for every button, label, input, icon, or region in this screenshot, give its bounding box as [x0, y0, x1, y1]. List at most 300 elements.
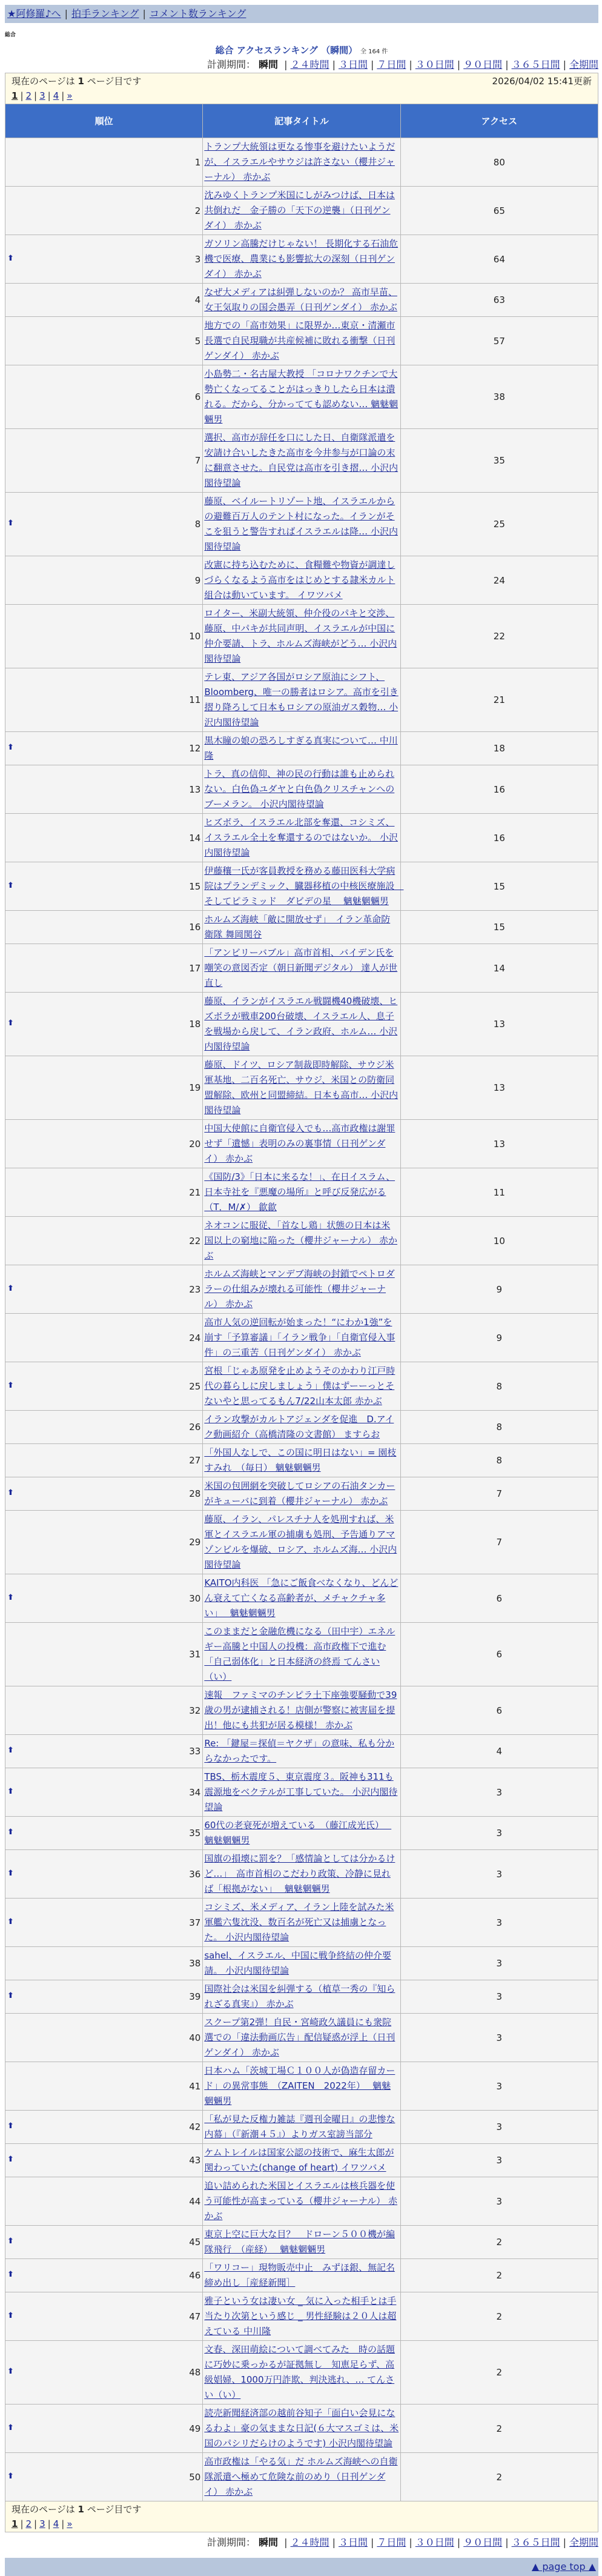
period-nav-top	[5, 57, 598, 73]
title-cell	[203, 2144, 400, 2177]
table-row	[5, 1980, 598, 2014]
rank-number: 5	[194, 335, 201, 347]
article-link[interactable]: 国旗の損壊に罰を？「感情論としては分かるけど…」 高市首相のこだわり政策、冷静に見れば「根拠がない」 魑魅魍魎男	[204, 1853, 395, 1894]
rank-cell	[5, 2405, 203, 2453]
page-link[interactable]: 3	[39, 90, 45, 101]
title-cell	[203, 1623, 400, 1686]
article-link[interactable]: スクープ第2弾！自民・宮崎政久議員にも衆院選での「違法動画広告」配信疑惑が浮上（日刊ゲンダイ） 赤かぶ	[204, 2017, 395, 2058]
rank-number: 6	[194, 391, 201, 402]
rank-number: 25	[189, 1380, 201, 1392]
up-arrow-icon: ⬆	[7, 2155, 14, 2164]
pagination	[12, 90, 592, 101]
article-link[interactable]: なぜ大メディアは糾弾しないのか？ 高市早苗、女王気取りの国会愚弄（日刊ゲンダイ） 赤かぶ	[204, 287, 397, 313]
rank-cell	[5, 284, 203, 317]
access-count: 13	[400, 1120, 598, 1168]
access-count: 3	[400, 2111, 598, 2144]
title-cell	[203, 1574, 400, 1623]
rank-number: 35	[189, 1828, 201, 1839]
separator: |	[457, 59, 461, 70]
article-link[interactable]: ヒズボラ、イスラエル北部を奪還、コシミズ、イスラエル全土を奪還するのではないか。 小沢内閣待望論	[204, 817, 398, 858]
rank-cell	[5, 2341, 203, 2405]
up-arrow-icon: ⬆	[7, 2311, 14, 2320]
access-count: 3	[400, 1768, 598, 1817]
article-link[interactable]: KAITO内科医 「急にご飯食べなくなり、どんどん衰えて亡くなる高齢者が、メチャクチャ多い」 魑魅魍魎男	[204, 1577, 399, 1619]
title-cell	[203, 2177, 400, 2226]
home-link[interactable]: ★阿修羅♪へ	[7, 8, 61, 19]
rank-cell	[5, 138, 203, 187]
rank-cell	[5, 187, 203, 235]
rank-cell	[5, 1168, 203, 1217]
article-link[interactable]: 小島勢二・名古屋大教授 「コロナワクチンで大勢亡くなってることがはっきりしたら日本は潰れる。だから、分かってても認めない… 魑魅魍魎男	[204, 368, 399, 425]
up-arrow-icon: ⬆	[7, 743, 14, 752]
up-arrow-icon: ⬆	[7, 1593, 14, 1602]
article-link[interactable]: 読売新聞経済部の越前谷知子「面白い会見になるわよ」豪の気ままな日記(６大マスゴミは、米国のパシリだらけのようです) 小沢内閣待望論	[204, 2408, 399, 2449]
table-row	[5, 1768, 598, 1817]
period-label: 計測期間：	[207, 2537, 256, 2548]
rank-cell	[5, 1362, 203, 1411]
table-row	[5, 2405, 598, 2453]
rank-cell	[5, 1056, 203, 1120]
title-cell	[203, 2259, 400, 2292]
rank-cell	[5, 556, 203, 605]
period-link[interactable]: ３６５日間	[511, 59, 560, 70]
title-cell	[203, 2111, 400, 2144]
up-arrow-icon: ⬆	[7, 1488, 14, 1497]
article-link[interactable]: 60代の老衰死が増えている （藤江成光氏） 魑魅魍魎男	[204, 1820, 392, 1846]
up-arrow-icon: ⬆	[7, 1868, 14, 1878]
article-link[interactable]: 「アンビリーバブル」高市首相、バイデン氏を嘲笑の意図否定（朝日新聞デジタル） 達人が世直し	[204, 947, 398, 988]
article-link[interactable]: 日本ハム「茨城工場Ｃ１００人が偽造存留カード」の異常事態 （ZAITEN 2022年） 魑魅魍魎男	[204, 2065, 395, 2106]
period-link[interactable]: ３０日間	[415, 59, 454, 70]
table-row	[5, 814, 598, 862]
access-count: 3	[400, 1947, 598, 1980]
access-count: 6	[400, 1623, 598, 1686]
article-link[interactable]: ガソリン高騰だけじゃない！ 長期化する石油危機で医療、農業にも影響拡大の深刻（日刊ゲンダイ） 赤かぶ	[204, 238, 399, 279]
access-count: 3	[400, 1850, 598, 1899]
title-cell	[203, 1947, 400, 1980]
article-link[interactable]: コシミズ、米メディア、イラン上陸を試みた米軍艦六隻沈没、数百名が死亡又は捕虜となった。 小沢内閣待望論	[204, 1902, 394, 1943]
page-link[interactable]: »	[67, 2518, 73, 2529]
article-link[interactable]: トラ、真の信仰、神の民の行動は誰も止められない。白色偽ユダヤと白色偽クリスチャンへのブーメラン。 小沢内閣待望論	[204, 768, 395, 810]
period-link[interactable]: ３０日間	[415, 2537, 454, 2548]
title-cell	[203, 1686, 400, 1735]
rank-cell	[5, 2259, 203, 2292]
period-label: 計測期間：	[207, 59, 256, 70]
rank-number: 30	[189, 1593, 201, 1604]
rank-number: 36	[189, 1868, 201, 1880]
table-row	[5, 1850, 598, 1899]
title-cell	[203, 1444, 400, 1477]
table-row	[5, 2292, 598, 2341]
up-arrow-icon: ⬆	[7, 1828, 14, 1837]
ranking-title: 総合 アクセスランキング （瞬間）	[215, 45, 358, 56]
table-row	[5, 1314, 598, 1362]
access-count: 35	[400, 429, 598, 493]
info-row-top	[5, 73, 598, 104]
separator: |	[370, 59, 374, 70]
table-row	[5, 1217, 598, 1265]
rank-number: 2	[194, 205, 201, 216]
article-link[interactable]: テレ東、アジア各国がロシア原油にシフト、Bloomberg、唯一の勝者はロシア。高市を引き摺り降ろして日本もロシアの原油ガス穀物… 小沢内閣待望論	[204, 671, 399, 728]
rank-cell	[5, 1574, 203, 1623]
article-link[interactable]: 改憲に持ち込むために、食糧難や物資が調達しづらくなるよう高市をはじめとする隷米カルト組合は動いています。 イワツバメ	[204, 559, 395, 601]
article-link[interactable]: 追い詰められた米国とイスラエルは核兵器を使う可能性が高まっている（櫻井ジャーナル） 赤かぶ	[204, 2180, 398, 2222]
rank-cell	[5, 1768, 203, 1817]
access-count: 6	[400, 1574, 598, 1623]
table-row	[5, 1623, 598, 1686]
title-cell	[203, 1056, 400, 1120]
period-link[interactable]: ３日間	[338, 2537, 368, 2548]
page-link[interactable]: »	[67, 90, 73, 101]
page-current: 1	[12, 2518, 18, 2529]
page-link[interactable]: 4	[53, 90, 59, 101]
rank-number: 19	[189, 1082, 201, 1093]
applause-ranking-link[interactable]: 拍手ランキング	[71, 8, 139, 19]
top-nav	[5, 5, 598, 23]
up-arrow-icon: ⬆	[7, 1746, 14, 1755]
table-row	[5, 317, 598, 365]
rank-cell	[5, 2144, 203, 2177]
table-row	[5, 1686, 598, 1735]
rank-number: 46	[189, 2270, 201, 2281]
article-link[interactable]: 黒木瞳の娘の恐ろしすぎる真実について… 中川隆	[204, 735, 398, 761]
period-nav-bottom	[5, 2535, 598, 2551]
separator: |	[563, 2537, 566, 2548]
title-cell	[203, 1217, 400, 1265]
rank-number: 40	[189, 2032, 201, 2043]
rank-number: 10	[189, 631, 201, 642]
info-cell	[5, 2501, 598, 2532]
access-count: 3	[400, 2062, 598, 2111]
access-count: 18	[400, 732, 598, 765]
article-link[interactable]: 「ワリコー」現物販売中止 みずほ銀、無記名締め出し［産経新聞］	[204, 2262, 395, 2288]
separator: |	[34, 90, 38, 101]
table-row	[5, 284, 598, 317]
period-link[interactable]: ２４時間	[290, 59, 329, 70]
rank-number: 27	[189, 1455, 201, 1466]
article-link[interactable]: 藤原、ドイツ、ロシア制裁即時解除、サウジ米軍基地、二百名死亡、サウジ、米国との防衛同盟解除、欧州と同盟締結。日本も高市… 小沢内閣待望論	[204, 1059, 399, 1116]
current-page-text	[12, 2504, 141, 2515]
access-count: 7	[400, 1477, 598, 1511]
page-link[interactable]: 3	[39, 2518, 45, 2529]
rank-number: 50	[189, 2471, 201, 2483]
rank-number: 42	[189, 2122, 201, 2132]
rank-number: 37	[189, 1917, 201, 1928]
access-count: 9	[400, 1314, 598, 1362]
access-count: 2	[400, 2341, 598, 2405]
article-link[interactable]: ネオコンに服従、「首なし鶏」状態の日本は米国以上の窮地に陥った（櫻井ジャーナル） 赤かぶ	[204, 1220, 398, 1261]
title-cell	[203, 2341, 400, 2405]
period-link[interactable]: ３日間	[338, 59, 368, 70]
access-count: 65	[400, 187, 598, 235]
page-link[interactable]: 2	[25, 2518, 32, 2529]
comment-ranking-link[interactable]: コメント数ランキング	[149, 8, 246, 19]
period-link[interactable]: ９０日間	[463, 59, 503, 70]
rank-cell	[5, 732, 203, 765]
rank-cell	[5, 1850, 203, 1899]
article-link[interactable]: 国際社会は米国を糾弾する（植草一秀の『知られざる真実』） 赤かぶ	[204, 1983, 395, 2009]
access-count: 2	[400, 2292, 598, 2341]
rank-cell	[5, 1735, 203, 1768]
access-count: 2	[400, 2405, 598, 2453]
article-link[interactable]: sahel、イスラエル、中国に戦争終結の仲介要請。 小沢内閣待望論	[204, 1950, 391, 1976]
rank-number: 21	[189, 1186, 201, 1198]
title-cell	[203, 284, 400, 317]
title-cell	[203, 944, 400, 993]
rank-number: 15	[189, 880, 201, 892]
rank-cell	[5, 2292, 203, 2341]
access-count: 57	[400, 317, 598, 365]
total-count: 全 164 件	[360, 48, 388, 55]
title-cell	[203, 1120, 400, 1168]
up-arrow-icon: ⬆	[7, 1991, 14, 2000]
info-row-bottom	[5, 2501, 598, 2532]
rank-cell	[5, 2453, 203, 2501]
article-link[interactable]: Re: 「鍵屋＝探偵＝ヤクザ」の意味、私も分からなかったです。	[204, 1738, 395, 1764]
separator: |	[284, 2537, 288, 2548]
rank-number: 17	[189, 962, 201, 974]
access-count: 9	[400, 1265, 598, 1314]
rank-number: 34	[189, 1786, 201, 1798]
title-cell	[203, 2014, 400, 2062]
up-arrow-icon: ⬆	[7, 1019, 14, 1028]
article-link[interactable]: TBS、栃木震度５、東京震度３。阪神も311も震源地をベクテルが工事していた。 小沢内閣待望論	[204, 1771, 398, 1812]
rank-cell	[5, 814, 203, 862]
table-row	[5, 1735, 598, 1768]
period-link[interactable]: ７日間	[377, 59, 406, 70]
separator: |	[370, 2537, 374, 2548]
article-link[interactable]: このままだと金融危機になる（田中宇）エネルギー高騰と中国人の投機：高市政権下で進む「自己弱体化」と日本経済の終焉 てんさい（い）	[204, 1626, 395, 1682]
ranking-table	[5, 73, 598, 2532]
ranking-title-line	[5, 44, 598, 57]
table-row	[5, 138, 598, 187]
rank-number: 14	[189, 832, 201, 844]
article-link[interactable]: トランプ大統領は更なる惨事を避けたいようだが、イスラエルやサウジは許さない（櫻井ジャーナル） 赤かぶ	[204, 141, 395, 182]
up-arrow-icon: ⬆	[7, 1380, 14, 1390]
table-row	[5, 1574, 598, 1623]
access-header: アクセス	[400, 104, 598, 138]
rank-number: 29	[189, 1537, 201, 1548]
title-cell	[203, 1980, 400, 2014]
title-cell	[203, 605, 400, 668]
rank-cell	[5, 1511, 203, 1574]
article-link[interactable]: ホルムズ海峡とマンデブ海峡の封鎖でペトロダラーの仕組みが壊れる可能性（櫻井ジャーナル） 赤かぶ	[204, 1268, 395, 1310]
article-link[interactable]: 東京上空に巨大な目？ ドローン５００機が編隊飛行 （産経） 魑魅魍魎男	[204, 2229, 395, 2255]
article-link[interactable]: 中国大使館に自衛官侵入でも…高市政権は謝罪せず「遺憾」表明のみの裏事情（日刊ゲンダイ） 赤かぶ	[204, 1123, 395, 1164]
rank-number: 13	[189, 784, 201, 795]
article-link[interactable]: 高市政権は「やる気」だ ホルムズ海峡への自衛隊派遣へ極めて危険な前のめり（日刊ゲンダイ） 赤かぶ	[204, 2456, 398, 2497]
table-row	[5, 1265, 598, 1314]
rank-cell	[5, 365, 203, 429]
period-link[interactable]: 全期間	[569, 2537, 598, 2548]
up-arrow-icon: ⬆	[7, 2423, 14, 2432]
article-link[interactable]: イラン攻撃がカルトアジェンダを促進 D.アイク動画紹介（高橋清隆の文書館） ますらお	[204, 1414, 394, 1440]
access-count: 10	[400, 1217, 598, 1265]
article-link[interactable]: ロイター、米副大統領、仲介役のパキと交渉、藤原、中パキが共同声明、イスラエルが中国に仲介要請、トラ、ホルムズ海峡がどう… 小沢内閣待望論	[204, 608, 397, 664]
article-link[interactable]: 「私が見た反権力雑誌『週刊金曜日』の悲惨な内幕」（『新潮４５』）よりガス室謗当部分	[204, 2114, 395, 2140]
rank-number: 20	[189, 1138, 201, 1150]
table-row	[5, 187, 598, 235]
table-row	[5, 493, 598, 556]
rank-number: 4	[194, 295, 201, 305]
rank-number: 48	[189, 2367, 201, 2378]
table-row	[5, 1817, 598, 1850]
table-row	[5, 1120, 598, 1168]
article-link[interactable]: 雅子という女は凄い女 _ 気に入った相手とは手当たり次第という感じ _ 男性経験は２０人は超えている 中川隆	[204, 2295, 397, 2337]
page-link[interactable]: 4	[53, 2518, 59, 2529]
rank-number: 26	[189, 1422, 201, 1433]
access-count: 14	[400, 944, 598, 993]
separator: |	[142, 8, 146, 19]
article-link[interactable]: 藤原、イランがイスラエル戦闘機40機破壊、ヒズボラが戦車200台破壊、イスラエル人、息子を戦場から戻して、イラン政府、ホルム… 小沢内閣待望論	[204, 996, 398, 1052]
info-cell	[5, 73, 598, 104]
rank-number: 43	[189, 2155, 201, 2166]
period-link[interactable]: ２４時間	[290, 2537, 329, 2548]
table-row	[5, 2177, 598, 2226]
rank-cell	[5, 1947, 203, 1980]
title-cell	[203, 1265, 400, 1314]
article-link[interactable]: 選択、高市が辞任を口にした日、自衛隊派遣を安請け合いしたきた高市を今井参与が口論の末に翻意させた。自民党は高市を引き摺… 小沢内閣待望論	[204, 432, 399, 488]
period-link[interactable]: ３６５日間	[511, 2537, 560, 2548]
up-arrow-icon: ⬆	[7, 1917, 14, 1926]
article-link[interactable]: 宮根「じゃあ原発を止めようそのかわり江戸時代の暮らしに戻しましょう」僕はずーーっとそないやと思ってるもん7/22山本太郎 赤かぶ	[204, 1365, 395, 1406]
title-cell	[203, 1899, 400, 1947]
separator: |	[20, 90, 24, 101]
period-link[interactable]: ７日間	[377, 2537, 406, 2548]
article-link[interactable]: 地方での「高市効果」に限界か…東京・清瀬市長選で自民現職が共産候補に敗れる衝撃（日刊ゲンダイ） 赤かぶ	[204, 320, 395, 361]
rank-number: 38	[189, 1958, 201, 1969]
rank-number: 3	[194, 253, 201, 265]
footer-bar	[5, 2558, 598, 2576]
rank-number: 8	[194, 519, 201, 530]
article-link[interactable]: 文春、深田萌絵について調べてみた 時の話題に巧妙に乗っかるが証拠無し 知恵足らず、高級娼婦、1000万円詐欺、判決逃れ、… てんさい（い）	[204, 2344, 395, 2400]
table-row	[5, 765, 598, 814]
rank-number: 7	[194, 455, 201, 466]
rank-cell	[5, 862, 203, 911]
rank-number: 49	[189, 2423, 201, 2434]
rank-number: 18	[189, 1019, 201, 1030]
access-count: 15	[400, 911, 598, 944]
page-link[interactable]: 2	[25, 90, 32, 101]
title-cell	[203, 2062, 400, 2111]
page-top-link[interactable]: ▲ page top ▲	[531, 2561, 596, 2572]
period-link[interactable]: 全期間	[569, 59, 598, 70]
rank-cell	[5, 1899, 203, 1947]
up-arrow-icon: ⬆	[7, 519, 14, 528]
rank-number: 9	[194, 574, 201, 586]
separator: |	[563, 59, 566, 70]
title-cell	[203, 1168, 400, 1217]
article-link[interactable]: 高市人気の逆回転が始まった！“にわか1強”を崩す「予算審議」「イラン戦争」「自衛官侵入事件」の三重苦（日刊ゲンダイ） 赤かぶ	[204, 1317, 395, 1358]
article-link[interactable]: 「外国人なしで、この国に明日はない」= 園枝すみれ （毎日） 魑魅魍魎男	[204, 1447, 397, 1473]
article-link[interactable]: 伊藤穰一氏が客員教授を務める藤田医科大学病院はプランデミック、臓器移植の中核医療施設 そしてピラミッド ダビデの星 魑魅魍魎男	[204, 865, 404, 907]
title-cell	[203, 2405, 400, 2453]
separator: |	[34, 2518, 38, 2529]
separator: |	[47, 90, 51, 101]
separator: |	[20, 2518, 24, 2529]
separator: |	[332, 2537, 336, 2548]
separator: |	[409, 2537, 412, 2548]
title-cell	[203, 993, 400, 1056]
table-row	[5, 605, 598, 668]
rank-cell	[5, 1980, 203, 2014]
table-row	[5, 1477, 598, 1511]
rank-number: 28	[189, 1488, 201, 1499]
rank-cell	[5, 944, 203, 993]
access-count: 63	[400, 284, 598, 317]
access-count: 3	[400, 1817, 598, 1850]
table-row	[5, 2453, 598, 2501]
rank-cell	[5, 1265, 203, 1314]
up-arrow-icon: ⬆	[7, 2122, 14, 2131]
rank-cell	[5, 2111, 203, 2144]
separator: |	[505, 59, 509, 70]
access-count: 13	[400, 1056, 598, 1120]
title-cell	[203, 429, 400, 493]
rank-cell	[5, 1120, 203, 1168]
table-row	[5, 668, 598, 732]
article-link[interactable]: 速報 ファミマのチンピラ土下座強要騒動で39歳の男が逮捕される！店側が警察に被害届を提出！他にも共犯が居る模様！ 赤かぶ	[204, 1689, 397, 1731]
rank-cell	[5, 911, 203, 944]
article-link[interactable]: 藤原、ベイルートリゾート地、イスラエルからの避難百万人のテント村になった。イランがそこを狙うと警告すればイスラエルは降… 小沢内閣待望論	[204, 496, 398, 552]
title-cell	[203, 1477, 400, 1511]
table-row	[5, 556, 598, 605]
title-cell	[203, 814, 400, 862]
article-link[interactable]: 沈みゆくトランプ米国にしがみつけば、日本は共倒れだ 金子勝の「天下の逆襲」（日刊ゲンダイ） 赤かぶ	[204, 190, 395, 231]
title-cell	[203, 187, 400, 235]
rank-cell	[5, 2014, 203, 2062]
rank-cell	[5, 1817, 203, 1850]
title-cell	[203, 765, 400, 814]
rank-number: 32	[189, 1705, 201, 1716]
current-page-text	[12, 76, 141, 87]
rank-number: 23	[189, 1283, 201, 1295]
page-current: 1	[12, 90, 18, 101]
current-page-suffix: ページ目です	[84, 76, 142, 87]
title-cell	[203, 1735, 400, 1768]
period-link[interactable]: ９０日間	[463, 2537, 503, 2548]
rank-cell	[5, 1314, 203, 1362]
rank-number: 39	[189, 1991, 201, 2002]
table-row	[5, 911, 598, 944]
article-link[interactable]: 《国防/3》「日本に来るな！」、在日イスラム、日本寺社を『悪魔の場所』と呼び反発広がる（T．M/✗） 歙歙	[204, 1171, 395, 1213]
table-row	[5, 2259, 598, 2292]
table-row	[5, 235, 598, 284]
title-cell	[203, 1850, 400, 1899]
ranking-rows	[5, 138, 598, 2501]
table-row	[5, 1411, 598, 1444]
rank-cell	[5, 493, 203, 556]
access-count: 13	[400, 993, 598, 1056]
rank-cell	[5, 317, 203, 365]
article-link[interactable]: ホルムズ海峡「敵に開放せず」 イラン革命防衛隊 舞岡関谷	[204, 914, 391, 940]
current-page-prefix: 現在のページは	[12, 2504, 78, 2515]
updated-time: 2026/04/02 15:41更新	[492, 76, 592, 87]
access-count: 7	[400, 1511, 598, 1574]
rank-cell	[5, 2062, 203, 2111]
title-cell	[203, 365, 400, 429]
title-cell	[203, 2292, 400, 2341]
article-link[interactable]: 藤原、イラン、パレスチナ人を処刑すれば、米軍とイスラエル軍の捕虜も処刑、予告通りアマゾンビルを爆破、ロシア、ホルムズ海… 小沢内閣待望論	[204, 1514, 397, 1570]
access-count: 3	[400, 2014, 598, 2062]
separator: |	[64, 8, 68, 19]
separator: |	[332, 59, 336, 70]
separator: |	[409, 59, 412, 70]
title-cell	[203, 2453, 400, 2501]
table-row	[5, 993, 598, 1056]
article-link[interactable]: 米国の包囲網を突破してロシアの石油タンカーがキューバに到着（櫻井ジャーナル） 赤かぶ	[204, 1480, 395, 1506]
article-link[interactable]: ケムトレイルは国家公認の技術で、麻生太郎が関わっていた(change of heart) イワツバメ	[204, 2147, 394, 2173]
